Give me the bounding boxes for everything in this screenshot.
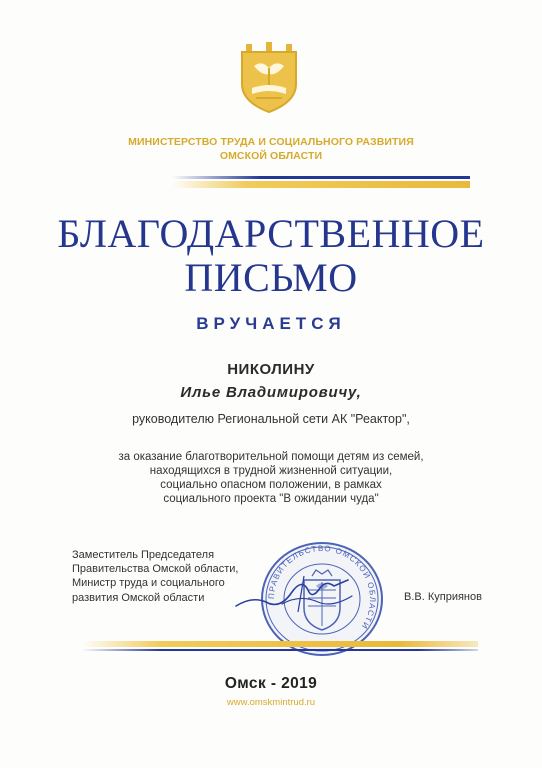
reason-line: социально опасном положении, в рамках — [160, 479, 382, 491]
signatory-title — [72, 548, 238, 605]
bottom-gold-rule — [82, 641, 478, 647]
award-reason — [0, 450, 542, 506]
ministry-name-line2: ОМСКОЙ ОБЛАСТИ — [219, 150, 323, 162]
signatory-title-line: Министр труда и социального — [72, 577, 225, 590]
top-blue-rule — [172, 176, 470, 179]
reason-line: находящихся в трудной жизненной ситуации, — [149, 465, 393, 477]
signatory-title-line: Заместитель Председателя — [72, 549, 215, 561]
signatory-title-line: развития Омской области — [72, 591, 205, 604]
recipient-role: руководителю Региональной сети АК "Реактор", — [132, 412, 410, 426]
website-link[interactable]: www.omskmintrud.ru — [226, 697, 316, 708]
recipient-given-names: Илье Владимировичу, — [180, 384, 362, 401]
awarded-label: ВРУЧАЕТСЯ — [196, 314, 346, 333]
recipient-surname: НИКОЛИНУ — [227, 361, 315, 378]
reason-line: социального проекта "В ожидании чуда" — [163, 493, 379, 505]
document-title-line1: БЛАГОДАРСТВЕННОЕ — [57, 211, 485, 256]
seal-text: ПРАВИТЕЛЬСТВО ОМСКОЙ ОБЛАСТИ — [266, 543, 378, 632]
document-title-line2: ПИСЬМО — [184, 255, 358, 300]
signatory-name: В.В. Куприянов — [404, 591, 482, 603]
reason-line: за оказание благотворительной помощи детям из семей, — [118, 451, 424, 463]
signatory-title-line: Правительства Омской области, — [72, 563, 239, 576]
bottom-blue-rule — [82, 649, 478, 651]
ministry-name-line1: МИНИСТЕРСТВО ТРУДА И СОЦИАЛЬНОГО РАЗВИТИЯ — [128, 136, 414, 148]
city-year: Омск - 2019 — [224, 675, 318, 692]
ministry-emblem-icon — [232, 42, 306, 114]
top-gold-rule — [172, 181, 470, 188]
handwritten-signature — [222, 566, 372, 622]
